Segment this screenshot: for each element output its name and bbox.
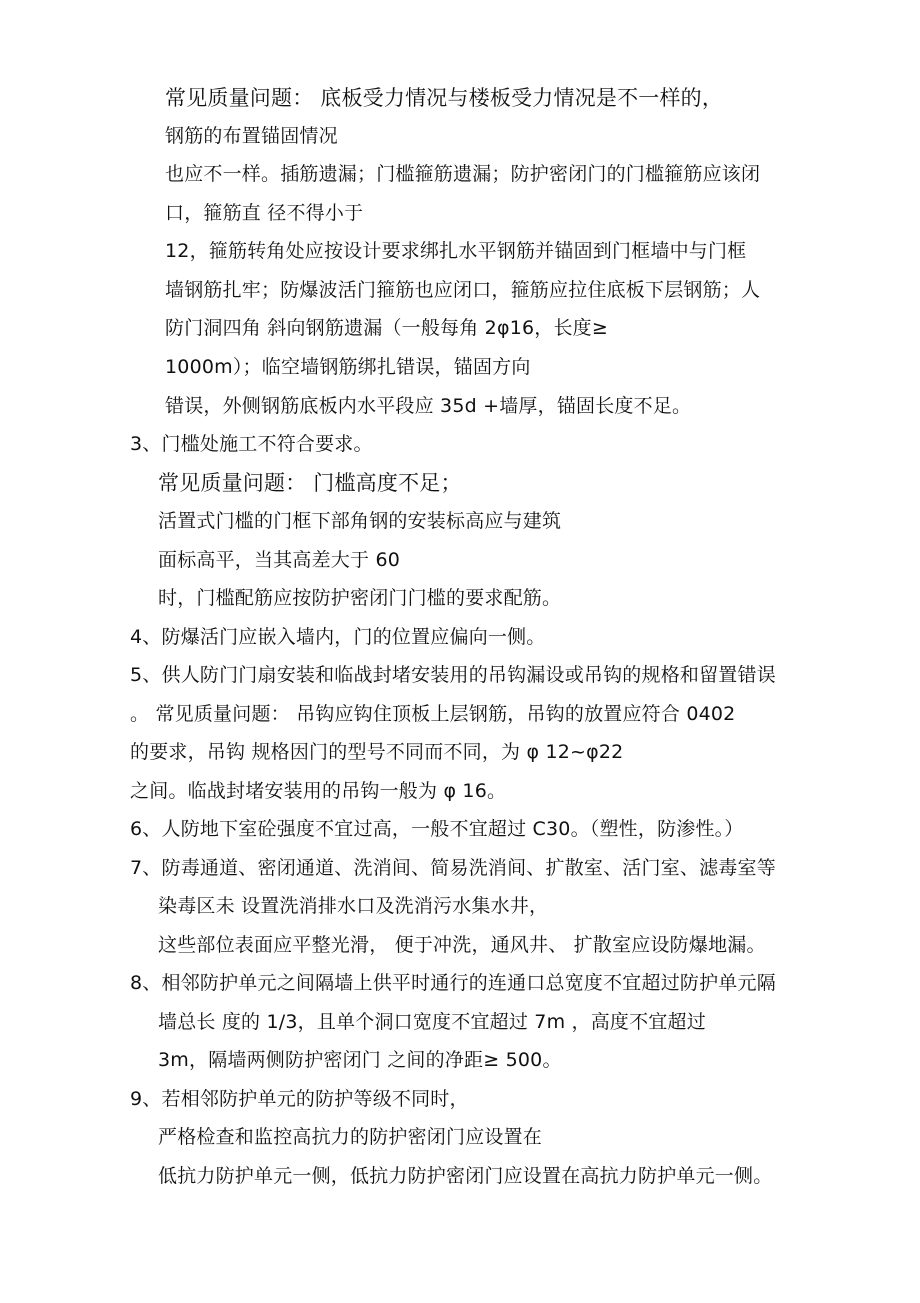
- text-line: 墙总长 度的 1/3，且单个洞口宽度不宜超过 7m ，高度不宜超过: [158, 1011, 706, 1033]
- text-line: 1000m）；临空墙钢筋绑扎错误，锚固方向: [165, 356, 531, 378]
- list-item-heading: 4、防爆活门应嵌入墙内，门的位置应偏向一侧。: [130, 626, 546, 648]
- text-line: 的要求，吊钩 规格因门的型号不同而不同，为 φ 12~φ22: [130, 741, 624, 763]
- text-line: 低抗力防护单元一侧，低抗力防护密闭门应设置在高抗力防护单元一侧。: [158, 1165, 773, 1187]
- text-line: 染毒区未 设置洗消排水口及洗消污水集水井，: [158, 895, 549, 917]
- text-line: 12，箍筋转角处应按设计要求绑扎水平钢筋并锚固到门框墙中与门框: [165, 240, 747, 262]
- text-line: 。 常见质量问题： 吊钩应钩住顶板上层钢筋，吊钩的放置应符合 0402: [130, 703, 736, 725]
- text-line: 钢筋的布置锚固情况: [165, 125, 338, 147]
- list-item-heading: 3、门槛处施工不符合要求。: [130, 433, 373, 455]
- list-item-heading: 7、防毒通道、密闭通道、洗消间、简易洗消间、扩散室、活门室、滤毒室等: [130, 857, 776, 879]
- text-line: 常见质量问题： 底板受力情况与楼板受力情况是不一样的，: [165, 86, 724, 110]
- text-line: 面标高平，当其高差大于 60: [158, 549, 401, 571]
- text-line: 3m，隔墙两侧防护密闭门 之间的净距≥ 500。: [158, 1049, 562, 1071]
- list-item-heading: 5、供人防门门扇安装和临战封堵安装用的吊钩漏设或吊钩的规格和留置错误: [130, 664, 776, 686]
- text-line: 之间。临战封堵安装用的吊钩一般为 φ 16。: [130, 780, 507, 802]
- text-line: 口，箍筋直 径不得小于: [165, 202, 364, 224]
- text-line: 时，门槛配筋应按防护密闭门门槛的要求配筋。: [158, 587, 562, 609]
- text-line: 防门洞四角 斜向钢筋遗漏（一般每角 2φ16，长度≥: [165, 317, 608, 339]
- text-line: 也应不一样。插筋遗漏；门槛箍筋遗漏；防护密闭门的门槛箍筋应该闭: [165, 163, 761, 185]
- list-item-heading: 9、若相邻防护单元的防护等级不同时，: [130, 1088, 469, 1110]
- text-line: 墙钢筋扎牢；防爆波活门箍筋也应闭口，箍筋应拉住底板下层钢筋；人: [165, 279, 761, 301]
- text-line: 这些部位表面应平整光滑， 便于冲洗，通风井、 扩散室应设防爆地漏。: [158, 934, 766, 956]
- text-line: 活置式门槛的门框下部角钢的安装标高应与建筑: [158, 510, 562, 532]
- list-item-heading: 6、人防地下室砼强度不宜过高，一般不宜超过 C30。（塑性，防渗性。）: [130, 818, 744, 840]
- list-item-heading: 8、相邻防护单元之间隔墙上供平时通行的连通口总宽度不宜超过防护单元隔: [130, 972, 776, 994]
- text-line: 严格检查和监控高抗力的防护密闭门应设置在: [158, 1126, 543, 1148]
- text-line: 错误，外侧钢筋底板内水平段应 35d +墙厚，锚固长度不足。: [165, 395, 692, 417]
- text-line: 常见质量问题： 门槛高度不足；: [158, 471, 462, 495]
